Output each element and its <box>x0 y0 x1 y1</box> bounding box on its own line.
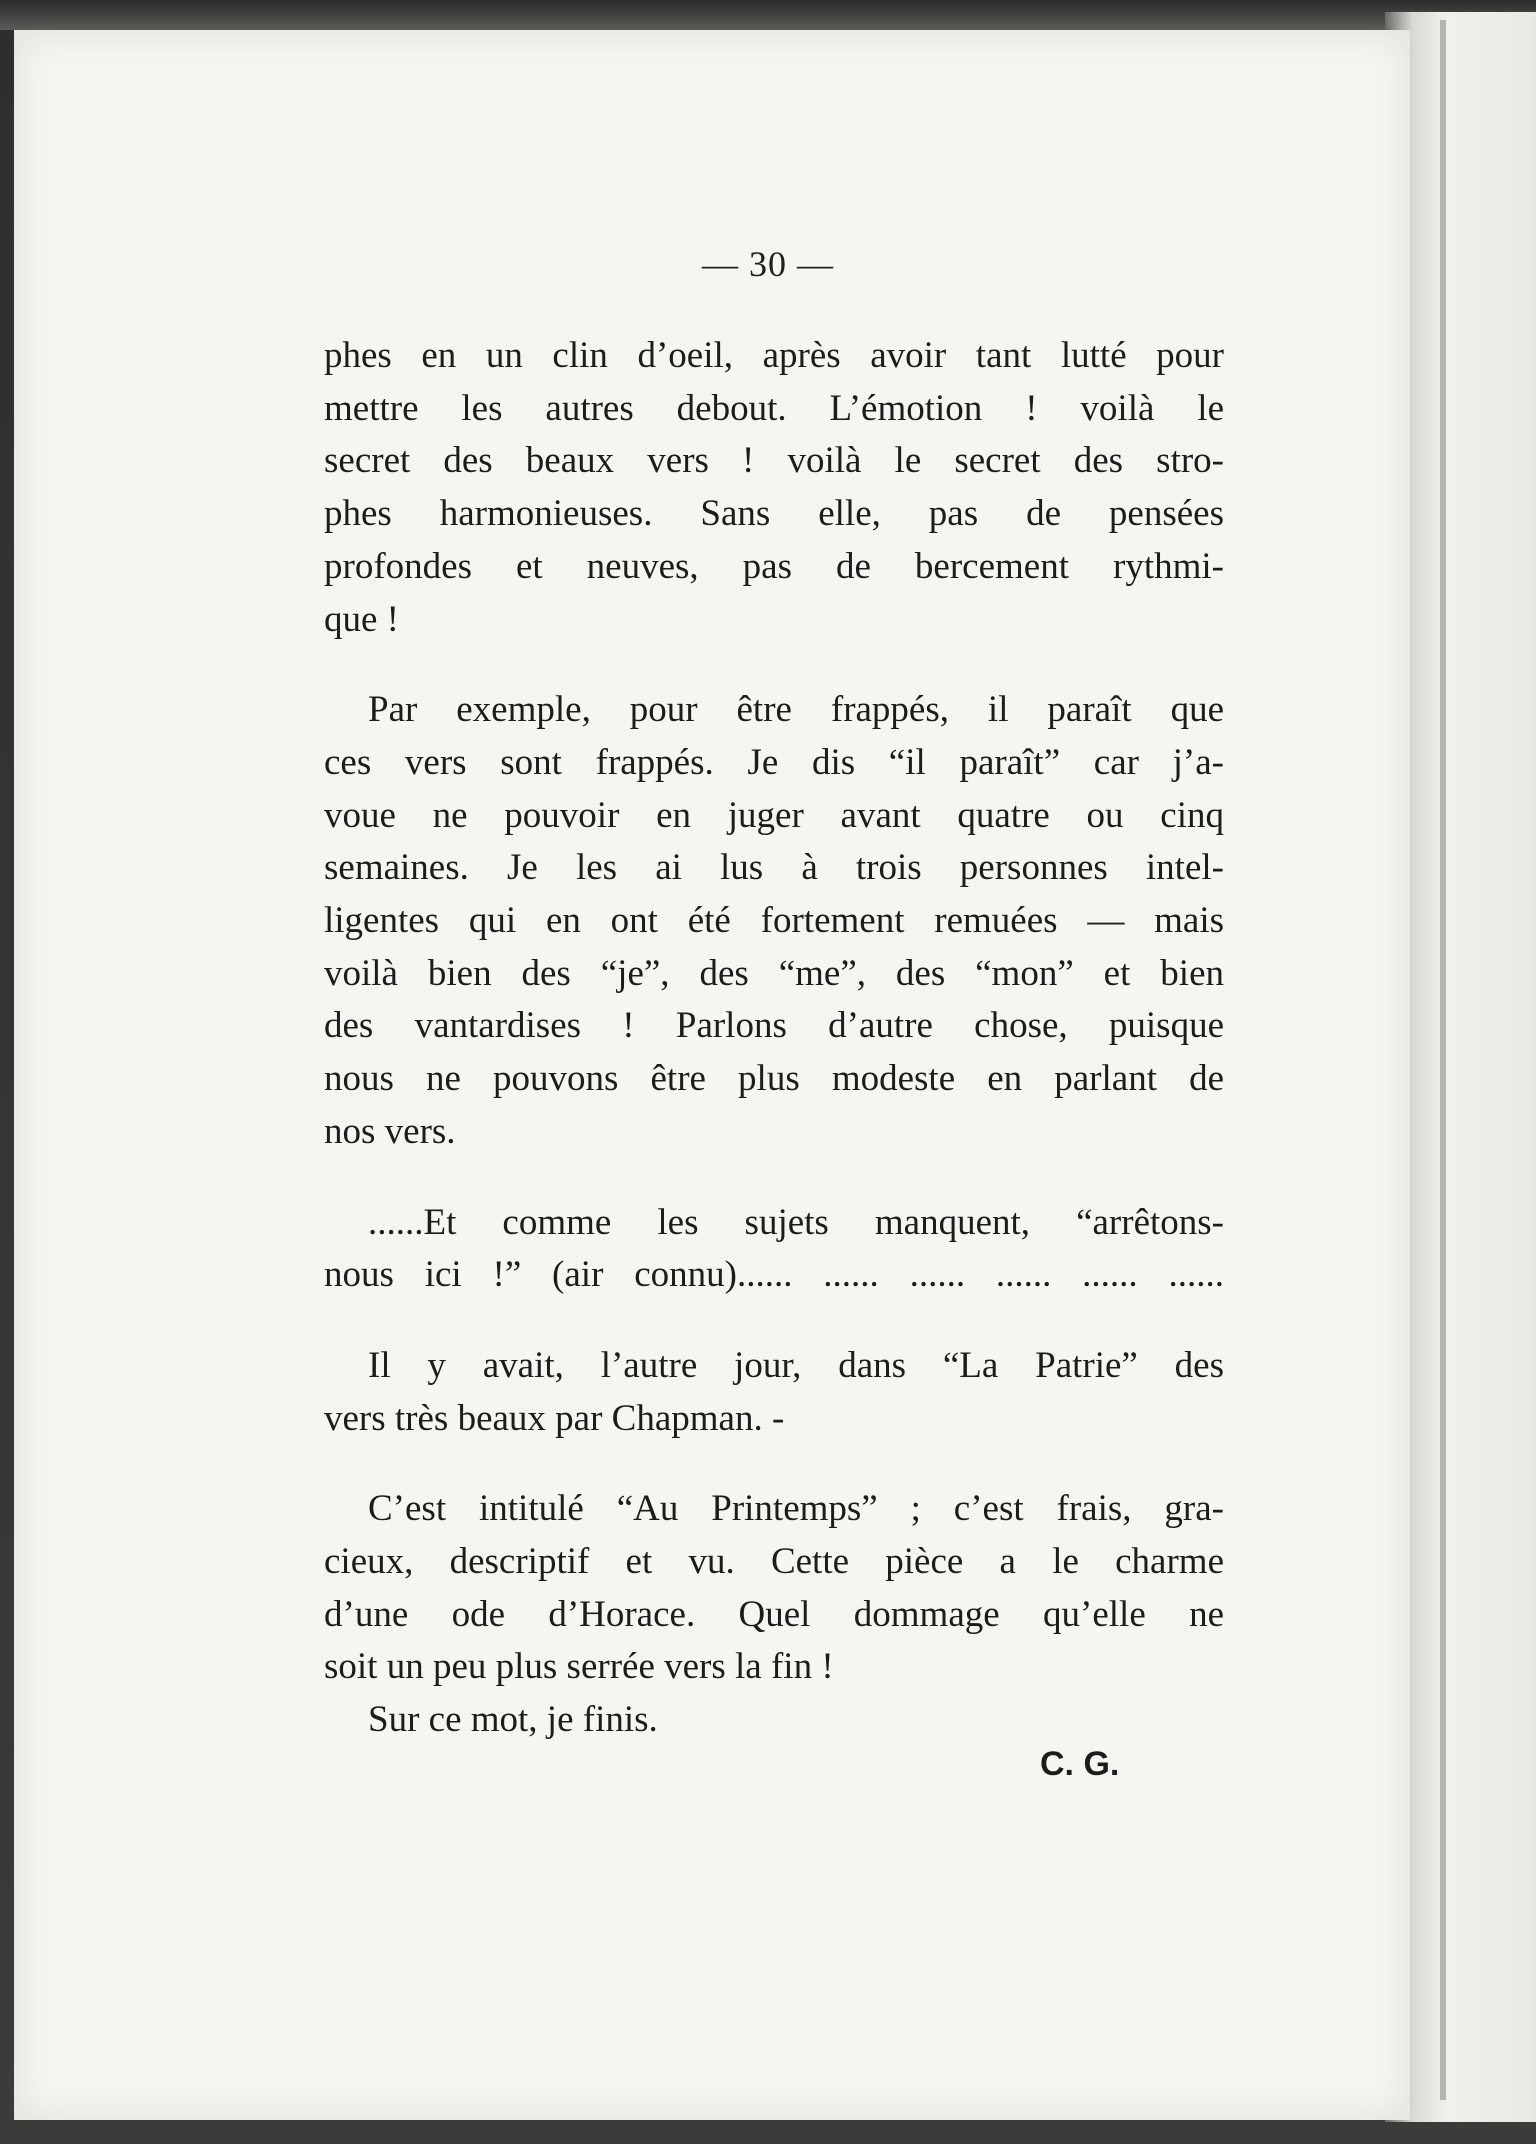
text-line: nous ne pouvons être plus modeste en parlant de <box>324 1058 1224 1100</box>
text-line: secret des beaux vers ! voilà le secret des stro- <box>324 440 1224 482</box>
paragraph <box>324 1340 1224 1445</box>
text-line: C’est intitulé “Au Printemps” ; c’est frais, gra- <box>368 1488 1224 1530</box>
text-line: cieux, descriptif et vu. Cette pièce a le charme <box>324 1541 1224 1583</box>
text-line: semaines. Je les ai lus à trois personnes intel- <box>324 847 1224 889</box>
text-line: que ! <box>324 598 399 640</box>
text-line: soit un peu plus serrée vers la fin ! <box>324 1646 834 1688</box>
paragraph-gap <box>324 1159 1224 1197</box>
body-text <box>324 330 1224 1747</box>
paragraph <box>324 684 1224 1158</box>
text-line: vers très beaux par Chapman. - <box>324 1397 785 1439</box>
paragraph-gap <box>324 646 1224 684</box>
text-line: voilà bien des “je”, des “me”, des “mon” et bien <box>324 952 1224 994</box>
page-number: — 30 — <box>702 244 834 284</box>
text-line: mettre les autres debout. L’émotion ! voilà le <box>324 387 1224 429</box>
text-line: des vantardises ! Parlons d’autre chose, puisque <box>324 1005 1224 1047</box>
text-line: d’une ode d’Horace. Quel dommage qu’elle ne <box>324 1593 1224 1635</box>
scan-top-edge <box>0 0 1536 30</box>
paragraph <box>324 1483 1224 1694</box>
paragraph-gap <box>324 1302 1224 1340</box>
book-edge-line <box>1440 20 1446 2100</box>
text-line: ces vers sont frappés. Je dis “il paraît” car j’a- <box>324 741 1224 783</box>
paragraph <box>324 1694 1224 1747</box>
text-line: nos vers. <box>324 1110 456 1152</box>
paragraph <box>324 1197 1224 1302</box>
text-line: Par exemple, pour être frappés, il paraît que <box>368 689 1224 731</box>
paragraph <box>324 330 1224 646</box>
paragraph-gap <box>324 1445 1224 1483</box>
text-line: phes en un clin d’oeil, après avoir tant lutté pour <box>324 335 1224 376</box>
text-line: phes harmonieuses. Sans elle, pas de pensées <box>324 493 1224 535</box>
text-line: ......Et comme les sujets manquent, “arrêtons- <box>368 1201 1224 1243</box>
text-line: nous ici !” (air connu)...... ...... ...... ...... ...... ...... <box>324 1254 1224 1296</box>
text-line: ligentes qui en ont été fortement remuées — mais <box>324 900 1224 942</box>
text-line: voue ne pouvoir en juger avant quatre ou cinq <box>324 794 1224 836</box>
signature: C. G. <box>1040 1745 1120 1783</box>
text-line: profondes et neuves, pas de bercement rythmi- <box>324 545 1224 587</box>
text-line: Il y avait, l’autre jour, dans “La Patrie” des <box>368 1344 1224 1386</box>
text-line: Sur ce mot, je finis. <box>368 1699 658 1741</box>
